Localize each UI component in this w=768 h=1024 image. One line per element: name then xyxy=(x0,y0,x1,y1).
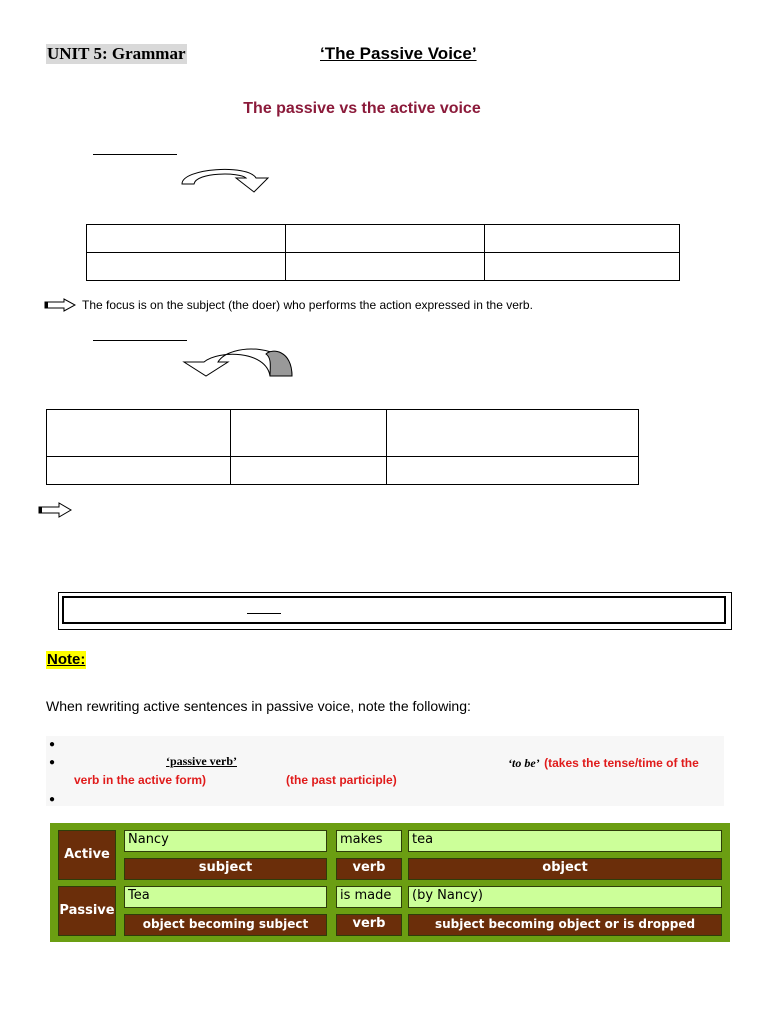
table-cell xyxy=(87,253,286,281)
document-title: ‘The Passive Voice’ xyxy=(320,44,477,63)
bullet-dot: ● xyxy=(49,739,56,750)
passive-object: (by Nancy) xyxy=(408,886,722,908)
passive-verb-role: verb xyxy=(336,914,402,936)
rule-box-inner xyxy=(62,596,726,624)
table-cell xyxy=(485,253,680,281)
table-cell xyxy=(286,253,485,281)
passive-subject: Tea xyxy=(124,886,327,908)
curved-arrow-left-icon xyxy=(180,344,296,380)
note-intro: When rewriting active sentences in passive voice, note the following: xyxy=(46,698,471,714)
passive-heading-blank xyxy=(93,340,187,341)
rule-blank xyxy=(247,613,281,614)
active-object: tea xyxy=(408,830,722,852)
active-verb-role: verb xyxy=(336,858,402,880)
table-cell xyxy=(47,410,231,457)
right-arrow-icon xyxy=(44,298,76,312)
past-participle-term: (the past participle) xyxy=(286,773,397,787)
passive-verb-term: ‘passive verb’ xyxy=(166,754,237,768)
active-label: Active xyxy=(58,830,116,880)
table-cell xyxy=(485,225,680,253)
table-cell xyxy=(231,457,387,485)
unit-title: UNIT 5: Grammar xyxy=(47,44,186,63)
passive-subject-role: object becoming subject xyxy=(124,914,327,936)
active-subject: Nancy xyxy=(124,830,327,852)
passive-label: Passive xyxy=(58,886,116,936)
table-cell xyxy=(387,410,639,457)
active-subject-role: subject xyxy=(124,858,327,880)
table-cell xyxy=(286,225,485,253)
passive-verb: is made xyxy=(336,886,402,908)
bullet-dot: ● xyxy=(49,794,56,805)
passive-blank-table xyxy=(46,409,639,485)
table-cell xyxy=(231,410,387,457)
to-be-line xyxy=(508,754,699,772)
right-arrow-icon xyxy=(38,502,72,518)
curved-arrow-right-icon xyxy=(178,162,278,196)
to-be-detail-cont: verb in the active form) xyxy=(74,773,207,787)
table-cell xyxy=(87,225,286,253)
active-object-role: object xyxy=(408,858,722,880)
to-be-detail: (takes the tense/time of the xyxy=(544,756,699,770)
active-focus-text: The focus is on the subject (the doer) who performs the action expressed in the verb. xyxy=(82,298,533,312)
section-subtitle: The passive vs the active voice xyxy=(243,100,481,117)
table-cell xyxy=(387,457,639,485)
active-heading-blank xyxy=(93,154,177,155)
to-be-term: ‘to be’ xyxy=(508,756,540,770)
active-verb: makes xyxy=(336,830,402,852)
example-table xyxy=(50,823,730,942)
table-cell xyxy=(47,457,231,485)
bullet-dot: ● xyxy=(49,757,56,768)
note-label: Note: xyxy=(47,651,86,668)
active-blank-table xyxy=(86,224,680,281)
passive-object-role: subject becoming object or is dropped xyxy=(408,914,722,936)
